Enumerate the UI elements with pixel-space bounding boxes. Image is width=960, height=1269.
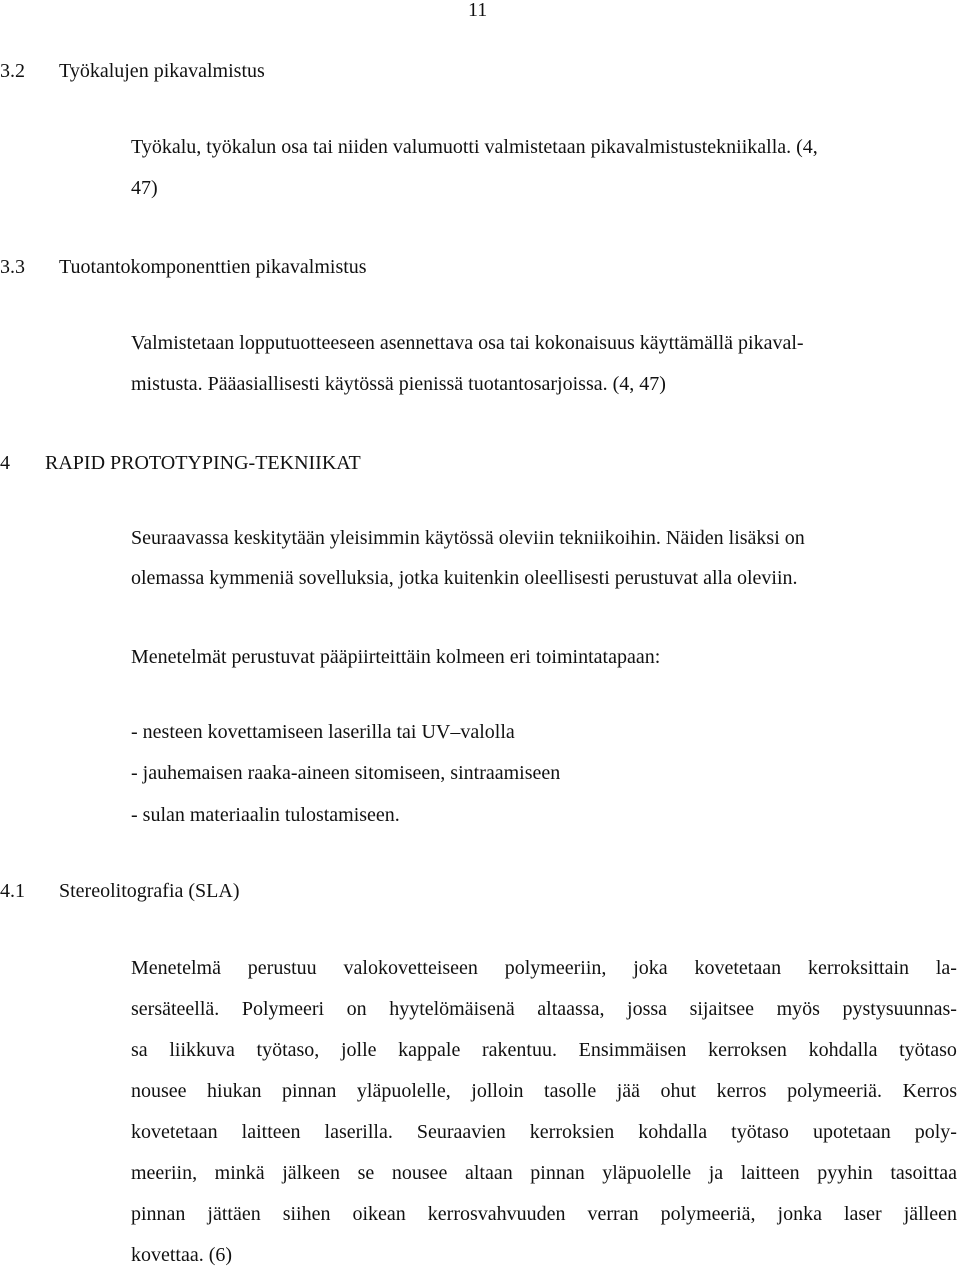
paragraph-line: kovetetaan laitteen laserilla. Seuraavien kerroksien kohdalla työtaso upotetaan poly- [131,1121,957,1143]
paragraph-line: sersäteellä. Polymeeri on hyytelömäisenä altaassa, jossa sijaitsee myös pystysuunnas- [131,998,957,1020]
paragraph-line: nousee hiukan pinnan yläpuolelle, jolloin tasolle jää ohut kerros polymeeriä. Kerros [131,1080,957,1102]
paragraph-line: mistusta. Pääasiallisesti käytössä pienissä tuotantosarjoissa. (4, 47) [131,373,666,395]
section-number: 3.2 [0,60,25,82]
list-item: - jauhemaisen raaka-aineen sitomiseen, sintraamiseen [131,762,561,784]
paragraph-line: 47) [131,177,158,199]
section-4-heading [0,452,361,475]
section-number: 4.1 [0,880,25,902]
paragraph-line: olemassa kymmeniä sovelluksia, jotka kuitenkin oleellisesti perustuvat alla oleviin. [131,567,798,589]
list-item: - nesteen kovettamiseen laserilla tai UV–valolla [131,721,515,743]
section-title: RAPID PROTOTYPING-TEKNIIKAT [45,452,361,474]
section-4-paragraph-2: Menetelmät perustuvat pääpiirteittäin kolmeen eri toimintatapaan: [131,646,661,668]
section-4-1-heading [0,880,240,903]
paragraph-line: sa liikkuva työtaso, jolle kappale rakentuu. Ensimmäisen kerroksen kohdalla työtaso [131,1039,957,1061]
section-title: Työkalujen pikavalmistus [59,60,265,82]
paragraph-line: Seuraavassa keskitytään yleisimmin käytössä oleviin tekniikoihin. Näiden lisäksi on [131,527,805,549]
list-item: - sulan materiaalin tulostamiseen. [131,804,400,826]
paragraph-line: Työkalu, työkalun osa tai niiden valumuotti valmistetaan pikavalmistustekniikalla. (4, [131,136,818,158]
section-title: Tuotantokomponenttien pikavalmistus [59,256,367,278]
paragraph-line: Menetelmä perustuu valokovetteiseen polymeeriin, joka kovetetaan kerroksittain la- [131,957,957,979]
section-title: Stereolitografia (SLA) [59,880,240,902]
paragraph-line: pinnan jättäen siihen oikean kerrosvahvuuden verran polymeeriä, jonka laser jälleen [131,1203,957,1225]
section-number: 3.3 [0,256,25,278]
paragraph-line: kovettaa. (6) [131,1244,233,1266]
paragraph-line: Valmistetaan lopputuotteeseen asennettava osa tai kokonaisuus käyttämällä pikaval- [131,332,804,354]
section-3-2-heading [0,60,265,83]
section-3-3-heading [0,256,367,279]
section-number: 4 [0,452,10,474]
paragraph-line: meeriin, minkä jälkeen se nousee altaan pinnan yläpuolelle ja laitteen pyyhin tasoittaa [131,1162,957,1184]
page-number: 11 [468,0,488,21]
